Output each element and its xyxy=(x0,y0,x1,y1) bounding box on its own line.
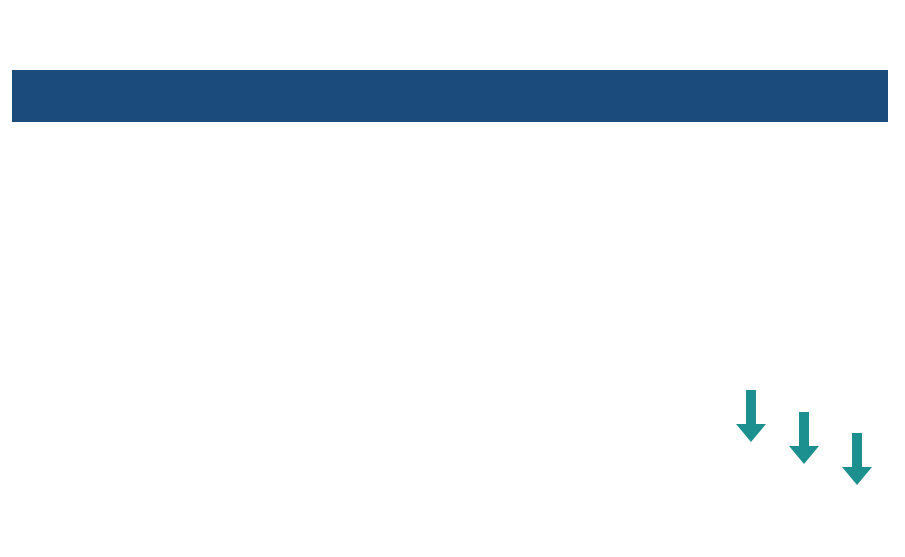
arrow-down-icon xyxy=(842,433,872,485)
table-header xyxy=(12,70,888,122)
arrow-down-icon xyxy=(789,412,819,464)
arrow-down-icon xyxy=(736,390,766,442)
